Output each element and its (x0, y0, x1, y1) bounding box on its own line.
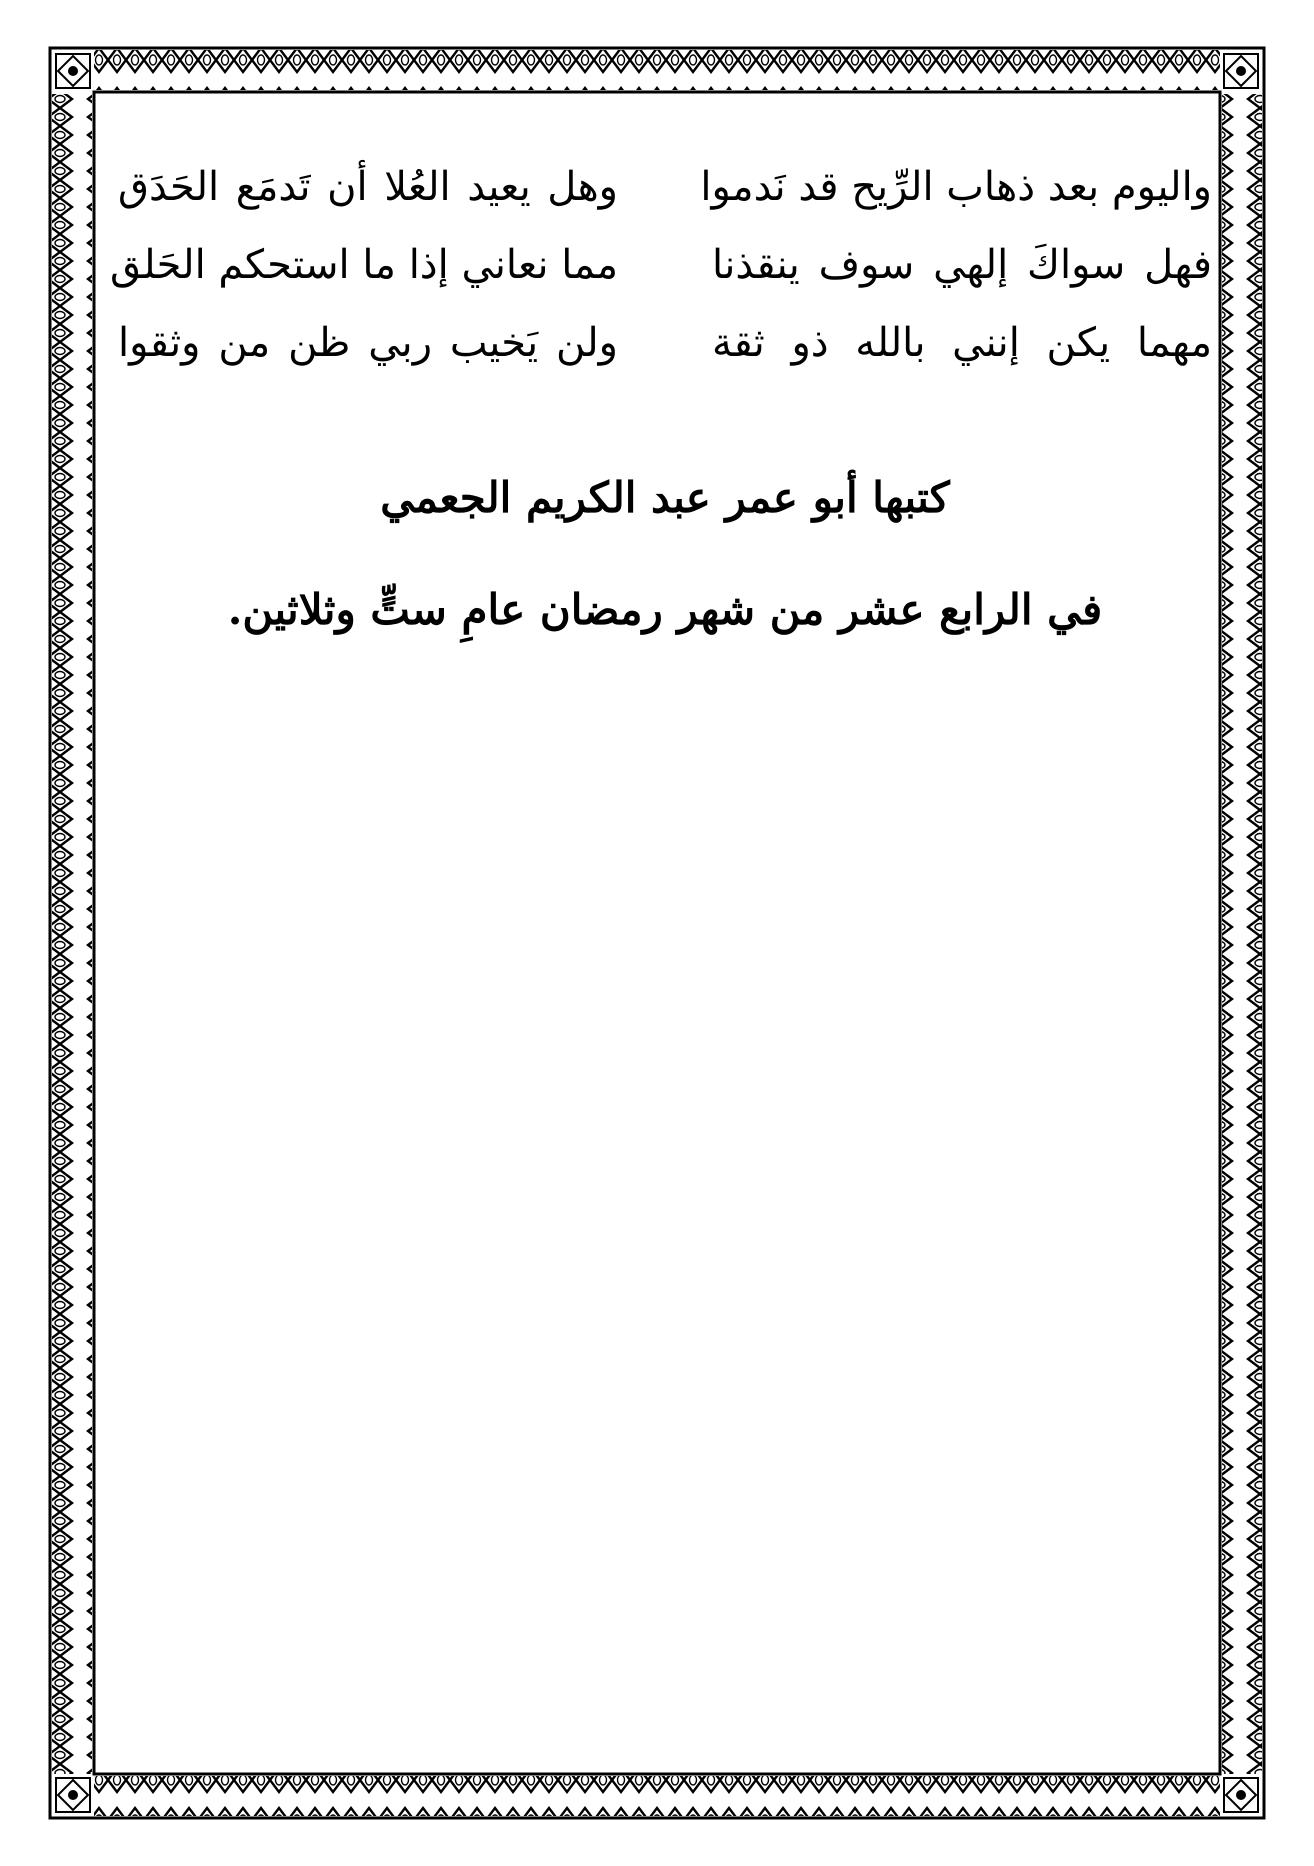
author-signature-line: كتبها أبو عمر عبد الكريم الجعمي (380, 473, 950, 522)
left-chain-border (52, 94, 92, 1774)
diamond-knot-icon (1224, 1778, 1258, 1812)
diamond-knot-icon (56, 54, 90, 88)
poem-verse (118, 304, 1212, 382)
verse-right-hemistich: واليوم بعد ذهاب الرِّيح قد نَدموا (700, 164, 1212, 210)
verse-left-hemistich: مما نعاني إذا ما استحكم الحَلق (109, 242, 618, 288)
verse-left-hemistich: وهل يعيد العُلا أن تَدمَع الحَدَق (118, 164, 618, 210)
poem-verse (118, 148, 1212, 226)
verse-left-hemistich: ولن يَخيب ربي ظن من وثقوا (118, 320, 618, 366)
bottom-chain-border (94, 1776, 1220, 1816)
right-chain-border (1222, 94, 1262, 1774)
poem-verse (109, 226, 1212, 304)
date-line: في الرابع عشر من شهر رمضان عامِ ستٍّ وثلاثين. (227, 585, 1103, 634)
poem (109, 148, 1212, 382)
verse-right-hemistich: مهما يكن إنني بالله ذو ثقة (712, 320, 1212, 366)
top-chain-border (94, 50, 1220, 90)
diamond-knot-icon (56, 1778, 90, 1812)
verse-right-hemistich: فهل سواكَ إلهي سوف ينقذنا (712, 242, 1212, 288)
diamond-knot-icon (1224, 54, 1258, 88)
